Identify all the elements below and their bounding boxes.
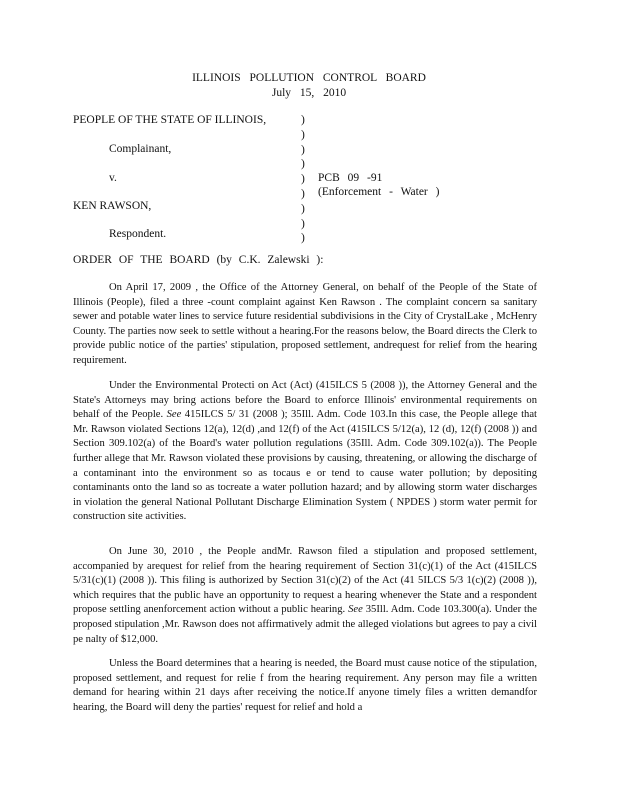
paragraph-2-text-b: 415ILCS 5/ 31 (2008 ); 35Ill. Adm. Code 103.In this case, the People allege that Mr. Rawson violated Sections 12(a), 12(d) ,and 12(f) of the Act (415ILCS 5/12(a), 12 (d), 12(f) (2008 )) and Section 309.102(a) of the Board's water pollution regulations (35Ill. Adm. Code 309.102(a)). The People further allege that Mr. Rawson violated these provisions by causing, threatening, or allowing the discharge of a contaminant into the environment so as tocaus e or tend to cause water pollution; by depositing contaminants onto the land so as tocreate a water pollution hazard; and by allowing storm water discharges in violation the general National Pollutant Discharge Elimination System ( NPDES ) storm water permit for construction site activities. [73,409,537,523]
caption-paren: ) [301,128,305,141]
caption-paren: ) [301,202,305,215]
caption-paren: ) [301,143,305,156]
paragraph-2-text-a: Under the Environmental Protecti on Act (Act) (415ILCS 5 (2008 )), the Attorney General and the State's Attorneys may bring actions before the Board to enforce Illinois' environmental requirements on behalf of the People. [73,380,537,421]
paragraph-2 [73,379,537,525]
caption-bracket [301,113,305,246]
paragraph-3-text-b: 35Ill. Adm. Code 103.300(a). Under the proposed stipulation ,Mr. Rawson does not affirmatively admit the alleged violations but agrees to pay a civil pe nalty of $12,000. [73,604,537,645]
order-date: July 15, 2010 [271,87,347,99]
case-number: PCB 09 -91 [318,172,383,184]
caption-paren: ) [301,232,305,245]
paragraph-1-text: On April 17, 2009 , the Office of the Attorney General, on behalf of the People of the State of Illinois (People), filed a three -count complaint against Ken Rawson . The complaint concern sa sanitary sewer and potable water lines to service future residential subdivisions in the City of CrystalLake , McHenry County. The parties now seek to settle without a hearing.For the reasons below, the Board directs the Clerk to provide public notice of the parties' stipulation, proposed settlement, andrequest for relief from the hearing requirement. [73,282,537,366]
caption-paren: ) [301,114,305,126]
complainant-label: Complainant, [109,143,172,155]
order-heading: ORDER OF THE BOARD (by C.K. Zalewski ): [73,254,324,266]
paragraph-4 [73,657,537,715]
caption-paren: ) [301,217,305,230]
versus-label: v. [109,172,117,184]
paragraph-1 [73,281,537,369]
respondent-label: Respondent. [109,228,167,240]
respondent-party: KEN RAWSON, [73,200,152,212]
complainant-party: PEOPLE OF THE STATE OF ILLINOIS, [73,114,267,126]
see-citation: See [348,604,363,616]
agency-name: ILLINOIS POLLUTION CONTROL BOARD [192,72,426,84]
case-type: (Enforcement - Water ) [318,186,440,198]
caption-paren: ) [301,158,305,171]
caption-paren: ) [301,187,305,200]
paragraph-3 [73,545,537,647]
caption-paren: ) [301,173,305,186]
see-citation: See [166,409,182,421]
paragraph-3-text-a: On June 30, 2010 , the People andMr. Rawson filed a stipulation and proposed settlement, accompanied by arequest for relief from the hearing requirement of Section 31(c)(1) of the Act (415ILCS 5/31(c)(1) (2008 )). This filing is authorized by Section 31(c)(2) of the Act (41 5ILCS 5/3 1(c)(2) (2008 )), which requires that the public have an opportunity to request a hearing whenever the State and a respondent propose settling anenforcement action without a public hearing. [73,546,537,616]
paragraph-4-text: Unless the Board determines that a hearing is needed, the Board must cause notice of the stipulation, proposed settlement, and request for relie f from the hearing requirement. Any person may file a written demand for hearing within 21 days after receiving the notice.If anyone timely files a written demandfor hearing, the Board will deny the parties' request for relief and hold a [73,658,537,713]
